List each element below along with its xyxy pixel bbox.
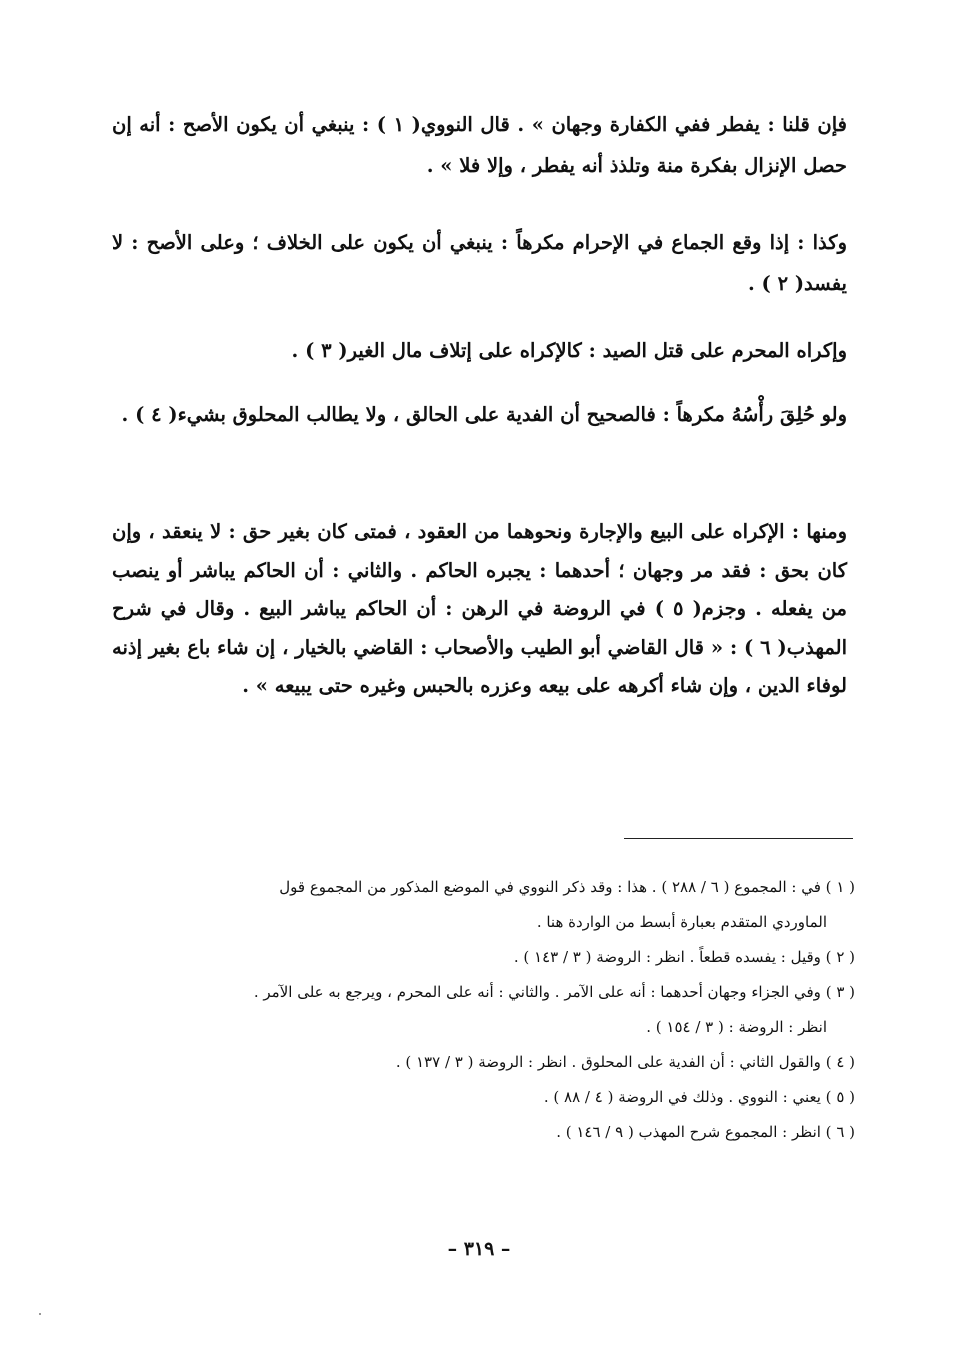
footnote-separator-rule — [624, 838, 853, 839]
footnote-1 — [108, 870, 855, 940]
footnote-1-continuation: الماوردي المتقدم بعبارة أبسط من الواردة هنا . — [536, 913, 827, 931]
footnote-6-text: ( ٦ ) انظر : المجموع شرح المهذب ( ٩ / ١٤٦ ) . — [556, 1123, 855, 1141]
footnote-4 — [108, 1045, 855, 1080]
body-paragraph-5: ومنها : الإكراه على البيع والإجارة ونحوهما من العقود ، فمتى كان بغير حق : لا ينعقد ، وإن كان بحق : فقد مر وجهان ؛ أحدهما : يجبره الحاكم . والثاني : أن الحاكم يباشر أو ينصب من يفعله . وجزم( ٥ ) في الروضة في الرهن : أن الحاكم يباشر البيع . وقال في شرح المهذب( ٦ ) : « قال القاضي أبو الطيب والأصحاب : القاضي بالخيار ، إن شاء باع بغير إذنه لوفاء الدين ، وإن شاء أكرهه على بيعه وعزره بالحبس وغيره حتى يبيعه » . — [112, 520, 848, 697]
footnote-5-text: ( ٥ ) يعني : النووي . وذلك في الروضة ( ٤ / ٨٨ ) . — [543, 1088, 855, 1106]
body-paragraph-1: فإن قلنا : يفطر ففي الكفارة وجهان » . قال النووي( ١ ) : ينبغي أن يكون الأصح : أنه إن حصل الإنزال بفكرة منة وتلذذ أنه يفطر ، وإلا فلا » . — [112, 113, 847, 177]
footnote-6 — [108, 1115, 855, 1150]
footnote-3 — [108, 975, 855, 1045]
footnotes-section — [108, 870, 855, 1150]
scan-speck — [39, 1313, 41, 1315]
footnote-5 — [108, 1080, 855, 1115]
footnote-4-text: ( ٤ ) والقول الثاني : أن الفدية على المحلوق . انظر : الروضة ( ٣ / ١٣٧ ) . — [395, 1053, 855, 1071]
footnote-3-continuation: انظر : الروضة : ( ٣ / ١٥٤ ) . — [646, 1018, 827, 1036]
page-number: – ٣١٩ – — [447, 1238, 511, 1260]
footnote-3-text: ( ٣ ) وفي الجزاء وجهان أحدهما : أنه على الآمر . والثاني : أنه على المحرم ، ويرجع به على الآمر . — [253, 983, 855, 1001]
body-paragraph-2: وكذا : إذا وقع الجماع في الإحرام مكرهاً : ينبغي أن يكون على الخلاف ؛ وعلى الأصح : لا يفسد( ٢ ) . — [112, 231, 847, 295]
footnote-2 — [108, 940, 855, 975]
body-paragraph-3: وإكراه المحرم على قتل الصيد : كالإكراه على إتلاف مال الغير( ٣ ) . — [291, 339, 847, 362]
footnote-1-text: ( ١ ) في : المجموع ( ٦ / ٢٨٨ ) . هذا : وقد ذكر النووي في الموضع المذكور من المجموع قول — [279, 878, 855, 896]
footnote-2-text: ( ٢ ) وقيل : يفسده قطعاً . انظر : الروضة ( ٣ / ١٤٣ ) . — [513, 948, 855, 966]
body-paragraph-4: ولو حُلِقَ رأْسُهُ مكرهاً : فالصحيح أن الفدية على الحالق ، ولا يطالب المحلوق بشيء( ٤ ) . — [121, 403, 847, 426]
